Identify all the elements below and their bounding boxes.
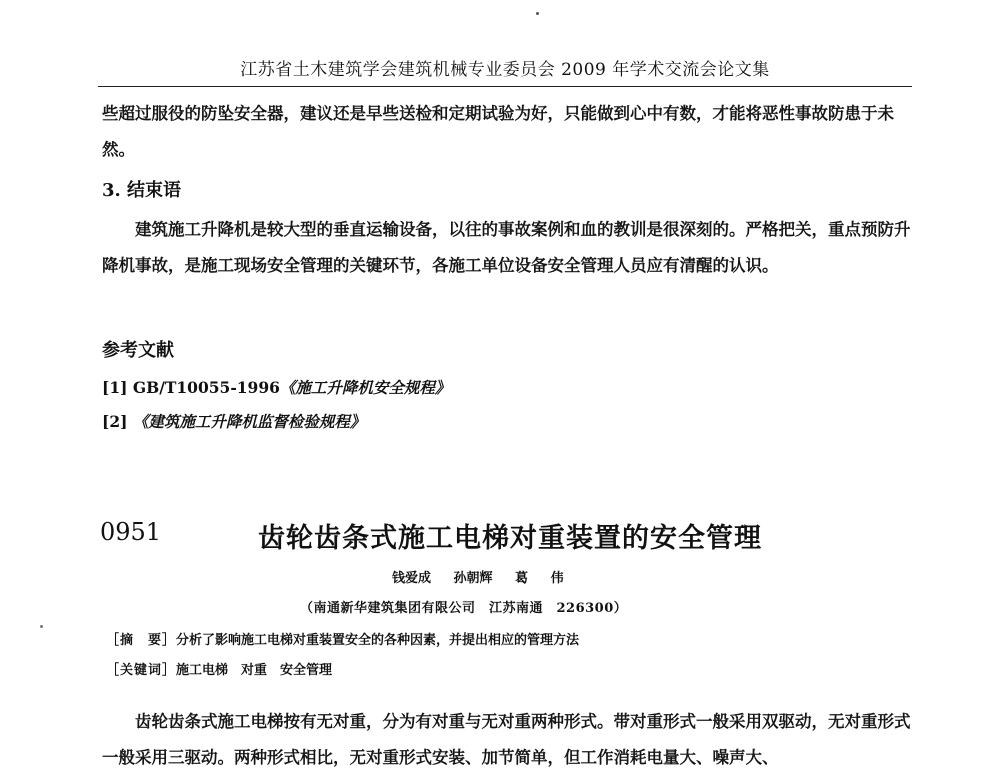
abstract-label: ［摘 要］ [106, 633, 177, 648]
reference-index: [1] [102, 378, 128, 397]
reference-title: 《建筑施工升降机监督检验规程》 [132, 412, 366, 431]
abstract-line [106, 629, 579, 648]
keywords-line [106, 659, 332, 678]
reference-title: 《施工升降机安全规程》 [279, 378, 451, 397]
section-title: 3. 结束语 [102, 180, 182, 201]
reference-item [102, 410, 365, 432]
reference-index: [2] [102, 412, 128, 431]
header-rule [98, 86, 912, 87]
conclusion-paragraph: 建筑施工升降机是较大型的垂直运输设备，以往的事故案例和血的教训是很深刻的。严格把关，重点预防升降机事故，是施工现场安全管理的关键环节，各施工单位设备安全管理人员应有清醒的认识。 [102, 220, 911, 275]
paper-number: 0951 [100, 518, 162, 546]
running-head: 江苏省土木建筑学会建筑机械专业委员会 2009 年学术交流会论文集 [240, 60, 770, 80]
affiliation: （南通新华建筑集团有限公司 江苏南通 226300） [300, 601, 628, 616]
keywords-text: 施工电梯 对重 安全管理 [176, 663, 333, 678]
continuation-paragraph: 些超过服役的防坠安全器，建议还是早些送检和定期试验为好，只能做到心中有数，才能将恶性事故防患于未然。 [102, 104, 894, 159]
body-paragraph: 齿轮齿条式施工电梯按有无对重，分为有对重与无对重两种形式。带对重形式一般采用双驱动，无对重形式一般采用三驱动。两种形式相比，无对重形式安装、加节简单，但工作消耗电量大、噪声大、 [102, 712, 911, 767]
reference-code: GB/T10055-1996 [132, 378, 280, 397]
keywords-label: ［关键词］ [106, 663, 177, 678]
abstract-text: 分析了影响施工电梯对重装置安全的各种因素，并提出相应的管理方法 [176, 633, 580, 648]
references-heading: 参考文献 [102, 340, 174, 361]
scan-speck [536, 12, 539, 15]
paper-title: 齿轮齿条式施工电梯对重装置的安全管理 [258, 523, 762, 554]
scan-speck [40, 625, 43, 628]
author-list: 钱爱成 孙朝辉 葛 伟 [392, 571, 564, 586]
reference-item [102, 376, 450, 398]
